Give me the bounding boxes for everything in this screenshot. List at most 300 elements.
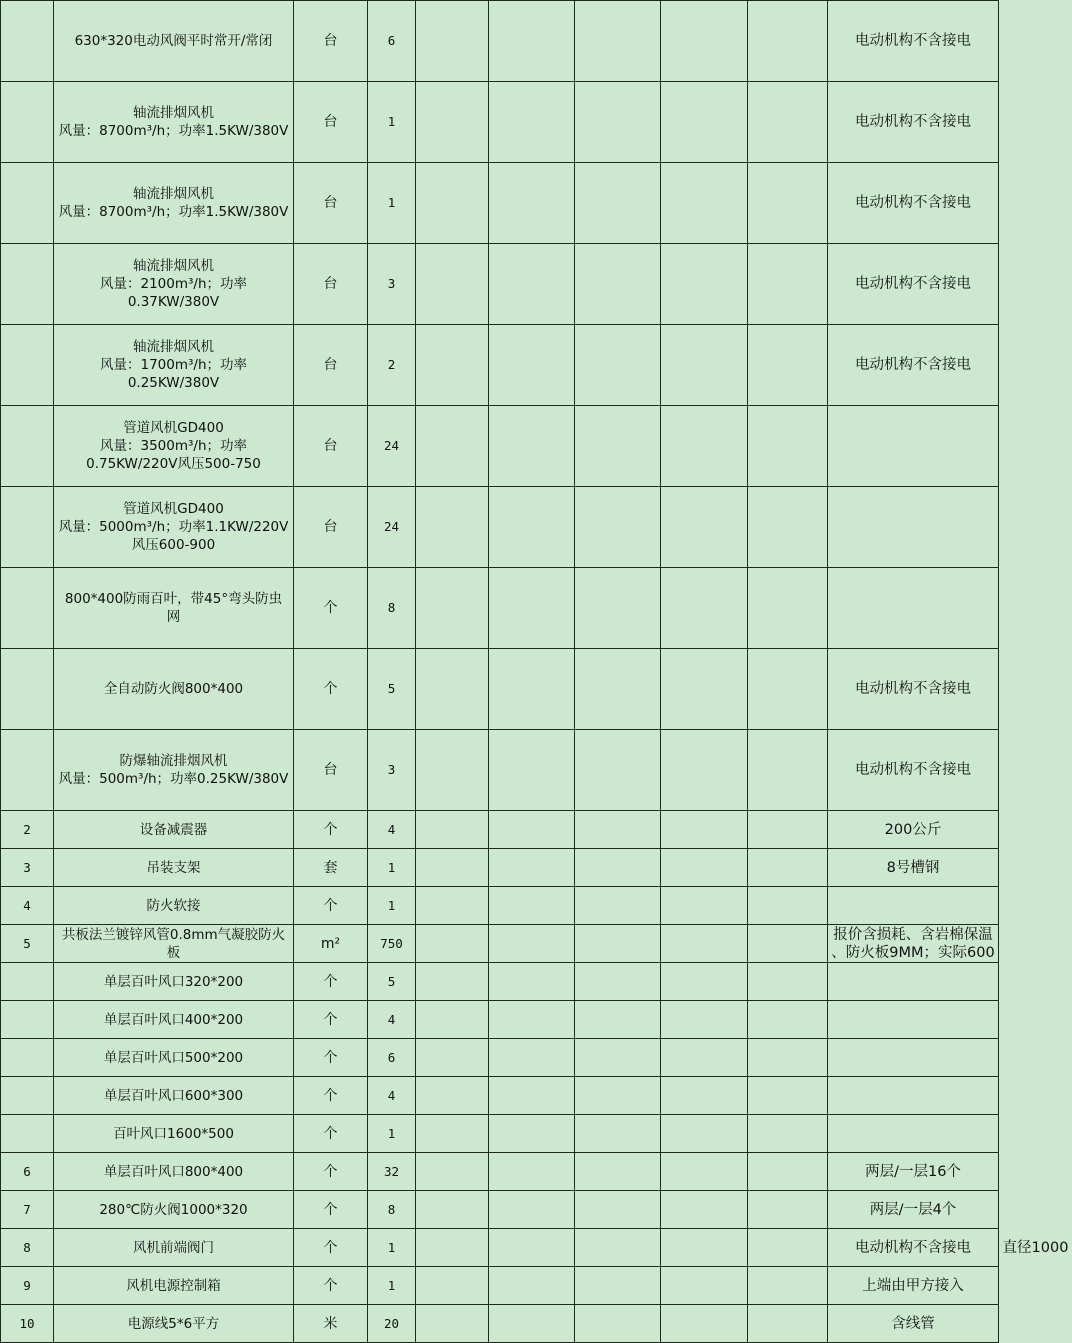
row-index-cell[interactable] [1, 568, 54, 649]
empty-cell[interactable] [416, 963, 489, 1001]
empty-cell[interactable] [416, 1229, 489, 1267]
remark-cell[interactable] [828, 730, 999, 811]
empty-cell[interactable] [575, 1229, 661, 1267]
quantity-cell[interactable] [368, 1001, 416, 1039]
empty-cell[interactable] [416, 325, 489, 406]
table-row [1, 811, 1072, 849]
unit-cell[interactable] [294, 1229, 368, 1267]
empty-cell[interactable] [575, 811, 661, 849]
remark-cell[interactable] [828, 163, 999, 244]
row-index-text: 4 [23, 897, 31, 913]
empty-cell[interactable] [575, 163, 661, 244]
remark-cell[interactable] [828, 1305, 999, 1343]
empty-cell[interactable] [416, 1191, 489, 1229]
row-index-cell[interactable] [1, 325, 54, 406]
extra-note-cell[interactable] [999, 925, 1072, 963]
item-name-text: 风机前端阀门 [133, 1239, 214, 1256]
item-name-text: 630*320电动风阀平时常开/常闭 [74, 33, 273, 49]
row-index-cell[interactable] [1, 811, 54, 849]
row-index-cell[interactable] [1, 1267, 54, 1305]
empty-cell[interactable] [748, 244, 828, 325]
empty-cell[interactable] [748, 1267, 828, 1305]
empty-cell[interactable] [575, 730, 661, 811]
table-row [1, 406, 1072, 487]
quantity-cell[interactable] [368, 925, 416, 963]
empty-cell[interactable] [748, 487, 828, 568]
item-name-cell[interactable] [54, 325, 294, 406]
quantity-text: 3 [387, 276, 396, 291]
empty-cell[interactable] [575, 1077, 661, 1115]
row-index-cell[interactable] [1, 849, 54, 887]
row-index-cell[interactable] [1, 244, 54, 325]
empty-cell[interactable] [661, 1115, 748, 1153]
unit-cell[interactable] [294, 649, 368, 730]
unit-cell[interactable] [294, 963, 368, 1001]
item-name-cell[interactable] [54, 849, 294, 887]
item-name-text: 吊装支架 [146, 859, 201, 876]
empty-cell[interactable] [661, 1191, 748, 1229]
item-name-cell[interactable] [54, 1, 294, 82]
quantity-cell[interactable] [368, 649, 416, 730]
empty-cell[interactable] [661, 163, 748, 244]
remark-text: 电动机构不含接电 [855, 33, 971, 49]
extra-note-cell[interactable] [999, 1001, 1072, 1039]
row-index-cell[interactable] [1, 649, 54, 730]
unit-cell[interactable] [294, 887, 368, 925]
table-row [1, 1267, 1072, 1305]
empty-cell[interactable] [748, 82, 828, 163]
empty-cell[interactable] [575, 963, 661, 1001]
empty-cell[interactable] [575, 487, 661, 568]
unit-cell[interactable] [294, 849, 368, 887]
quantity-cell[interactable] [368, 406, 416, 487]
empty-cell[interactable] [575, 1039, 661, 1077]
empty-cell[interactable] [661, 406, 748, 487]
unit-cell[interactable] [294, 244, 368, 325]
extra-note-cell[interactable] [999, 811, 1072, 849]
empty-cell[interactable] [575, 1001, 661, 1039]
empty-cell[interactable] [575, 887, 661, 925]
remark-cell[interactable] [828, 1153, 999, 1191]
empty-cell[interactable] [416, 1, 489, 82]
empty-cell[interactable] [489, 649, 575, 730]
row-index-cell[interactable] [1, 1191, 54, 1229]
empty-cell[interactable] [661, 325, 748, 406]
empty-cell[interactable] [416, 925, 489, 963]
unit-cell[interactable] [294, 1191, 368, 1229]
item-name-cell[interactable] [54, 1153, 294, 1191]
unit-cell[interactable] [294, 568, 368, 649]
remark-cell[interactable] [828, 1039, 999, 1077]
row-index-cell[interactable] [1, 887, 54, 925]
empty-cell[interactable] [416, 1039, 489, 1077]
extra-note-cell[interactable] [999, 1153, 1072, 1191]
item-name-cell[interactable] [54, 730, 294, 811]
empty-cell[interactable] [661, 1305, 748, 1343]
empty-cell[interactable] [416, 82, 489, 163]
empty-cell[interactable] [575, 649, 661, 730]
empty-cell[interactable] [416, 163, 489, 244]
extra-note-cell[interactable] [999, 1305, 1072, 1343]
row-index-cell[interactable] [1, 1153, 54, 1191]
empty-cell[interactable] [575, 1153, 661, 1191]
empty-cell[interactable] [748, 1077, 828, 1115]
remark-cell[interactable] [828, 649, 999, 730]
extra-note-cell[interactable] [999, 406, 1072, 487]
row-index-cell[interactable] [1, 163, 54, 244]
empty-cell[interactable] [416, 730, 489, 811]
item-name-cell[interactable] [54, 406, 294, 487]
empty-cell[interactable] [661, 487, 748, 568]
empty-cell[interactable] [416, 568, 489, 649]
empty-cell[interactable] [748, 1191, 828, 1229]
empty-cell[interactable] [661, 649, 748, 730]
empty-cell[interactable] [575, 1267, 661, 1305]
extra-note-cell[interactable] [999, 1229, 1072, 1267]
item-name-cell[interactable] [54, 925, 294, 963]
empty-cell[interactable] [489, 1, 575, 82]
quantity-cell[interactable] [368, 1305, 416, 1343]
empty-cell[interactable] [748, 1115, 828, 1153]
remark-text: 电动机构不含接电 [855, 1239, 971, 1256]
remark-text: 电动机构不含接电 [855, 276, 971, 292]
empty-cell[interactable] [661, 1039, 748, 1077]
remark-cell[interactable] [828, 82, 999, 163]
empty-cell[interactable] [575, 1191, 661, 1229]
empty-cell[interactable] [489, 1153, 575, 1191]
empty-cell[interactable] [489, 1039, 575, 1077]
table-row [1, 487, 1072, 568]
empty-cell[interactable] [489, 1001, 575, 1039]
empty-cell[interactable] [489, 887, 575, 925]
empty-cell[interactable] [748, 887, 828, 925]
item-name-text: 单层百叶风口600*300 [103, 1087, 244, 1104]
row-index-text: 6 [23, 1163, 31, 1179]
remark-cell[interactable] [828, 963, 999, 1001]
unit-cell[interactable] [294, 163, 368, 244]
quantity-cell[interactable] [368, 811, 416, 849]
empty-cell[interactable] [489, 1191, 575, 1229]
empty-cell[interactable] [661, 887, 748, 925]
item-name-cell[interactable] [54, 1267, 294, 1305]
empty-cell[interactable] [489, 1229, 575, 1267]
quantity-cell[interactable] [368, 1077, 416, 1115]
quantity-cell[interactable] [368, 1229, 416, 1267]
empty-cell[interactable] [489, 82, 575, 163]
empty-cell[interactable] [661, 1267, 748, 1305]
empty-cell[interactable] [575, 1305, 661, 1343]
unit-cell[interactable] [294, 1267, 368, 1305]
remark-cell[interactable] [828, 925, 999, 963]
unit-text: 台 [323, 357, 338, 373]
empty-cell[interactable] [575, 82, 661, 163]
unit-text: 台 [323, 438, 338, 454]
empty-cell[interactable] [661, 244, 748, 325]
extra-note-cell[interactable] [999, 82, 1072, 163]
empty-cell[interactable] [416, 487, 489, 568]
empty-cell[interactable] [575, 1115, 661, 1153]
row-index-cell[interactable] [1, 1077, 54, 1115]
unit-cell[interactable] [294, 1115, 368, 1153]
quantity-cell[interactable] [368, 325, 416, 406]
row-index-cell[interactable] [1, 925, 54, 963]
empty-cell[interactable] [661, 1001, 748, 1039]
unit-text: 个 [323, 1049, 338, 1066]
item-name-cell[interactable] [54, 963, 294, 1001]
empty-cell[interactable] [489, 963, 575, 1001]
quantity-cell[interactable] [368, 1267, 416, 1305]
remark-cell[interactable] [828, 1077, 999, 1115]
unit-cell[interactable] [294, 406, 368, 487]
empty-cell[interactable] [661, 849, 748, 887]
empty-cell[interactable] [489, 487, 575, 568]
quantity-cell[interactable] [368, 568, 416, 649]
quantity-cell[interactable] [368, 163, 416, 244]
empty-cell[interactable] [575, 925, 661, 963]
empty-cell[interactable] [416, 1305, 489, 1343]
empty-cell[interactable] [416, 1077, 489, 1115]
unit-cell[interactable] [294, 1039, 368, 1077]
unit-cell[interactable] [294, 325, 368, 406]
empty-cell[interactable] [575, 849, 661, 887]
remark-cell[interactable] [828, 1229, 999, 1267]
empty-cell[interactable] [416, 849, 489, 887]
quantity-text: 32 [383, 1163, 400, 1179]
empty-cell[interactable] [748, 811, 828, 849]
empty-cell[interactable] [748, 1229, 828, 1267]
extra-note-cell[interactable] [999, 163, 1072, 244]
extra-note-cell[interactable] [999, 568, 1072, 649]
empty-cell[interactable] [661, 811, 748, 849]
empty-cell[interactable] [748, 1001, 828, 1039]
empty-cell[interactable] [489, 849, 575, 887]
quantity-cell[interactable] [368, 887, 416, 925]
empty-cell[interactable] [489, 811, 575, 849]
extra-note-cell[interactable] [999, 649, 1072, 730]
extra-note-cell[interactable] [999, 1267, 1072, 1305]
empty-cell[interactable] [748, 925, 828, 963]
remark-cell[interactable] [828, 1115, 999, 1153]
item-name-cell[interactable] [54, 1191, 294, 1229]
quantity-cell[interactable] [368, 1115, 416, 1153]
table-body [1, 1, 1072, 1343]
empty-cell[interactable] [661, 82, 748, 163]
extra-note-cell[interactable] [999, 325, 1072, 406]
empty-cell[interactable] [661, 730, 748, 811]
empty-cell[interactable] [489, 1267, 575, 1305]
empty-cell[interactable] [416, 649, 489, 730]
empty-cell[interactable] [489, 1305, 575, 1343]
remark-cell[interactable] [828, 406, 999, 487]
row-index-cell[interactable] [1, 1, 54, 82]
remark-cell[interactable] [828, 568, 999, 649]
empty-cell[interactable] [748, 1, 828, 82]
extra-note-cell[interactable] [999, 730, 1072, 811]
empty-cell[interactable] [416, 1001, 489, 1039]
unit-cell[interactable] [294, 730, 368, 811]
empty-cell[interactable] [748, 325, 828, 406]
empty-cell[interactable] [575, 406, 661, 487]
item-name-cell[interactable] [54, 568, 294, 649]
item-name-cell[interactable] [54, 1229, 294, 1267]
item-name-cell[interactable] [54, 1001, 294, 1039]
item-name-text: 单层百叶风口320*200 [103, 973, 244, 990]
extra-note-cell[interactable] [999, 1077, 1072, 1115]
empty-cell[interactable] [748, 849, 828, 887]
quantity-text: 1 [387, 114, 396, 129]
unit-cell[interactable] [294, 1153, 368, 1191]
empty-cell[interactable] [661, 925, 748, 963]
quantity-cell[interactable] [368, 730, 416, 811]
unit-text: 个 [323, 1087, 338, 1104]
empty-cell[interactable] [661, 1153, 748, 1191]
quantity-text: 1 [387, 897, 396, 913]
quantity-cell[interactable] [368, 82, 416, 163]
empty-cell[interactable] [489, 1077, 575, 1115]
remark-cell[interactable] [828, 244, 999, 325]
quantity-text: 4 [387, 821, 396, 837]
unit-cell[interactable] [294, 1001, 368, 1039]
quantity-text: 3 [387, 762, 396, 777]
unit-cell[interactable] [294, 82, 368, 163]
empty-cell[interactable] [575, 325, 661, 406]
empty-cell[interactable] [661, 1229, 748, 1267]
extra-note-cell[interactable] [999, 1191, 1072, 1229]
remark-text: 上端由甲方接入 [862, 1277, 964, 1294]
row-index-cell[interactable] [1, 406, 54, 487]
quantity-cell[interactable] [368, 849, 416, 887]
empty-cell[interactable] [748, 568, 828, 649]
empty-cell[interactable] [489, 925, 575, 963]
extra-note-cell[interactable] [999, 887, 1072, 925]
unit-cell[interactable] [294, 1305, 368, 1343]
extra-note-cell[interactable] [999, 963, 1072, 1001]
row-index-cell[interactable] [1, 963, 54, 1001]
row-index-cell[interactable] [1, 1039, 54, 1077]
empty-cell[interactable] [661, 1, 748, 82]
unit-cell[interactable] [294, 925, 368, 963]
empty-cell[interactable] [489, 730, 575, 811]
empty-cell[interactable] [575, 244, 661, 325]
unit-text: 套 [323, 859, 338, 876]
extra-note-cell[interactable] [999, 1, 1072, 82]
row-index-cell[interactable] [1, 1229, 54, 1267]
remark-cell[interactable] [828, 811, 999, 849]
row-index-text: 7 [23, 1201, 31, 1217]
item-name-text: 百叶风口1600*500 [113, 1125, 234, 1142]
row-index-cell[interactable] [1, 1305, 54, 1343]
item-name-text: 风机电源控制箱 [126, 1277, 221, 1294]
unit-cell[interactable] [294, 487, 368, 568]
item-name-cell[interactable] [54, 649, 294, 730]
extra-note-cell[interactable] [999, 1039, 1072, 1077]
quantity-text: 24 [383, 519, 400, 534]
quantity-cell[interactable] [368, 244, 416, 325]
remark-cell[interactable] [828, 849, 999, 887]
empty-cell[interactable] [748, 163, 828, 244]
item-name-cell[interactable] [54, 811, 294, 849]
extra-note-cell[interactable] [999, 849, 1072, 887]
empty-cell[interactable] [416, 887, 489, 925]
item-name-cell[interactable] [54, 244, 294, 325]
empty-cell[interactable] [748, 963, 828, 1001]
remark-text: 含线管 [891, 1315, 935, 1332]
empty-cell[interactable] [748, 730, 828, 811]
unit-text: 个 [323, 600, 338, 616]
empty-cell[interactable] [748, 406, 828, 487]
unit-cell[interactable] [294, 1, 368, 82]
row-index-cell[interactable] [1, 1001, 54, 1039]
quantity-cell[interactable] [368, 963, 416, 1001]
empty-cell[interactable] [661, 1077, 748, 1115]
row-index-cell[interactable] [1, 487, 54, 568]
remark-cell[interactable] [828, 487, 999, 568]
empty-cell[interactable] [489, 568, 575, 649]
empty-cell[interactable] [416, 1267, 489, 1305]
empty-cell[interactable] [416, 406, 489, 487]
empty-cell[interactable] [489, 406, 575, 487]
remark-cell[interactable] [828, 1267, 999, 1305]
empty-cell[interactable] [416, 1115, 489, 1153]
quantity-cell[interactable] [368, 1039, 416, 1077]
empty-cell[interactable] [748, 649, 828, 730]
remark-cell[interactable] [828, 1, 999, 82]
empty-cell[interactable] [575, 568, 661, 649]
quantity-cell[interactable] [368, 1153, 416, 1191]
empty-cell[interactable] [661, 963, 748, 1001]
row-index-cell[interactable] [1, 730, 54, 811]
quantity-cell[interactable] [368, 487, 416, 568]
remark-cell[interactable] [828, 887, 999, 925]
extra-note-cell[interactable] [999, 487, 1072, 568]
empty-cell[interactable] [489, 1115, 575, 1153]
empty-cell[interactable] [416, 244, 489, 325]
item-name-cell[interactable] [54, 82, 294, 163]
empty-cell[interactable] [661, 568, 748, 649]
item-name-cell[interactable] [54, 1305, 294, 1343]
item-name-cell[interactable] [54, 487, 294, 568]
empty-cell[interactable] [748, 1039, 828, 1077]
item-name-cell[interactable] [54, 887, 294, 925]
empty-cell[interactable] [489, 325, 575, 406]
item-name-text: 全自动防火阀800*400 [103, 681, 244, 697]
empty-cell[interactable] [489, 244, 575, 325]
unit-cell[interactable] [294, 811, 368, 849]
unit-text: 台 [323, 33, 338, 49]
extra-note-cell[interactable] [999, 244, 1072, 325]
quantity-cell[interactable] [368, 1, 416, 82]
item-name-cell[interactable] [54, 163, 294, 244]
unit-cell[interactable] [294, 1077, 368, 1115]
row-index-cell[interactable] [1, 1115, 54, 1153]
extra-note-cell[interactable] [999, 1115, 1072, 1153]
empty-cell[interactable] [748, 1305, 828, 1343]
empty-cell[interactable] [489, 163, 575, 244]
remark-cell[interactable] [828, 325, 999, 406]
empty-cell[interactable] [575, 1, 661, 82]
row-index-cell[interactable] [1, 82, 54, 163]
item-name-cell[interactable] [54, 1115, 294, 1153]
empty-cell[interactable] [416, 1153, 489, 1191]
remark-cell[interactable] [828, 1001, 999, 1039]
remark-cell[interactable] [828, 1191, 999, 1229]
empty-cell[interactable] [416, 811, 489, 849]
quantity-cell[interactable] [368, 1191, 416, 1229]
empty-cell[interactable] [748, 1153, 828, 1191]
item-name-cell[interactable] [54, 1039, 294, 1077]
table-row [1, 325, 1072, 406]
item-name-cell[interactable] [54, 1077, 294, 1115]
